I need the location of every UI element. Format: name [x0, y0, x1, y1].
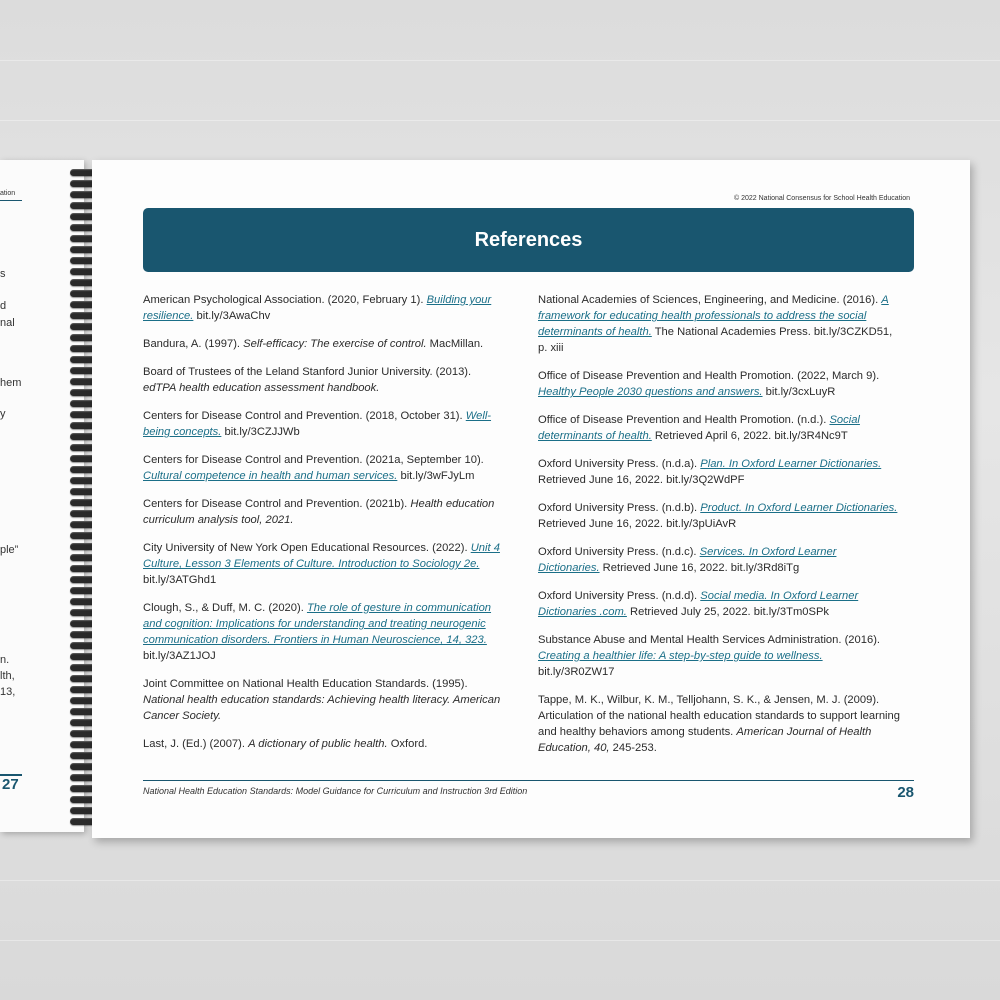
- reference-text: Clough, S., & Duff, M. C. (2020).: [143, 602, 307, 614]
- reference-entry: [538, 500, 900, 532]
- reference-text: Board of Trustees of the Leland Stanford Junior University. (2013).: [143, 366, 472, 378]
- left-text-fragment: ple”: [0, 544, 19, 556]
- reference-entry: [143, 736, 505, 752]
- page-title: References: [474, 228, 583, 251]
- reference-text: bit.ly/3wFJyLm: [397, 470, 475, 482]
- reference-link[interactable]: Cultural competence in health and human services.: [143, 470, 398, 482]
- reference-text: bit.ly/3ATGhd1: [143, 574, 217, 586]
- reference-entry: [143, 496, 505, 528]
- reference-text: Substance Abuse and Mental Health Services Administration. (2016).: [538, 634, 881, 646]
- reference-text: Retrieved June 16, 2022. bit.ly/3Rd8iTg: [599, 562, 800, 574]
- reference-text: Oxford University Press. (n.d.a).: [538, 458, 701, 470]
- reference-link[interactable]: Well-being concepts.: [143, 410, 492, 438]
- left-page-header-fragment: ation: [0, 190, 16, 197]
- reference-entry: [538, 588, 900, 620]
- left-text-fragment: nal: [0, 317, 15, 329]
- copyright-notice: © 2022 National Consensus for School Health Education: [734, 195, 910, 202]
- reference-link[interactable]: Unit 4 Culture, Lesson 3 Elements of Culture. Introduction to Sociology 2e.: [143, 542, 500, 570]
- left-header-rule: [0, 200, 22, 201]
- reference-text: Last, J. (Ed.) (2007).: [143, 738, 249, 750]
- reference-text: Oxford University Press. (n.d.d).: [538, 590, 701, 602]
- reference-link[interactable]: Plan. In Oxford Learner Dictionaries.: [700, 458, 882, 470]
- right-page: [92, 160, 970, 838]
- reference-entry: [538, 368, 900, 400]
- references-column-left: [143, 292, 505, 764]
- reference-entry: [143, 292, 505, 324]
- reference-entry: [538, 692, 900, 756]
- reference-entry: [538, 456, 900, 488]
- left-text-fragment: lth,: [0, 670, 15, 682]
- reference-text: bit.ly/3R0ZW17: [538, 666, 615, 678]
- reference-text: Bandura, A. (1997).: [143, 338, 244, 350]
- reference-link[interactable]: Social determinants of health.: [538, 414, 860, 442]
- reference-link[interactable]: Social media. In Oxford Learner Dictionaries .com.: [538, 590, 859, 618]
- reference-entry: [538, 292, 900, 356]
- footer-title: National Health Education Standards: Model Guidance for Curriculum and Instruction 3rd Edition: [143, 786, 528, 796]
- background-grain: [0, 60, 1000, 61]
- reference-text: 245-253.: [609, 742, 657, 754]
- background-grain: [0, 120, 1000, 121]
- reference-text: Oxford University Press. (n.d.c).: [538, 546, 700, 558]
- reference-text: Tappe, M. K., Wilbur, K. M., Telljohann, S. K., & Jensen, M. J. (2009). Articulation of the national health education standards to support learning and healthy behaviors among students.: [538, 694, 900, 738]
- reference-text: Office of Disease Prevention and Health Promotion. (n.d.).: [538, 414, 830, 426]
- reference-text: National Academies of Sciences, Engineering, and Medicine. (2016).: [538, 294, 882, 306]
- reference-text: Centers for Disease Control and Prevention. (2021b).: [143, 498, 411, 510]
- reference-text: Retrieved April 6, 2022. bit.ly/3R4Nc9T: [651, 430, 848, 442]
- reference-link[interactable]: The role of gesture in communication and cognition: Implications for understanding and treating neurogenic communication disorders. Frontiers in Human Neuroscience, 14, 323.: [143, 602, 492, 646]
- reference-entry: [143, 540, 505, 588]
- reference-entry: [143, 336, 505, 352]
- left-text-fragment: y: [0, 408, 6, 420]
- title-banner: [143, 208, 914, 272]
- left-text-fragment: s: [0, 268, 6, 280]
- reference-text: The National Academies Press. bit.ly/3CZKD51, p. xiii: [538, 326, 893, 354]
- reference-link[interactable]: Building your resilience.: [143, 294, 492, 322]
- reference-entry: [538, 544, 900, 576]
- page-number: 28: [897, 784, 914, 801]
- reference-text: Centers for Disease Control and Prevention. (2018, October 31).: [143, 410, 466, 422]
- references-column-right: [538, 292, 900, 768]
- reference-entry: [538, 412, 900, 444]
- reference-link[interactable]: A framework for educating health professionals to address the social determinants of health.: [538, 294, 889, 338]
- reference-link[interactable]: Product. In Oxford Learner Dictionaries.: [700, 502, 898, 514]
- reference-text: Joint Committee on National Health Education Standards. (1995).: [143, 678, 468, 690]
- reference-link[interactable]: Healthy People 2030 questions and answers.: [538, 386, 763, 398]
- left-text-fragment: d: [0, 300, 7, 312]
- reference-entry: [143, 364, 505, 396]
- reference-text: Oxford.: [387, 738, 428, 750]
- reference-text: Retrieved June 16, 2022. bit.ly/3pUiAvR: [538, 518, 737, 530]
- left-text-fragment: 13,: [0, 686, 16, 698]
- reference-entry: [143, 676, 505, 724]
- reference-text: bit.ly/3AwaChv: [193, 310, 271, 322]
- reference-text: bit.ly/3cxLuyR: [762, 386, 836, 398]
- reference-text: City University of New York Open Educational Resources. (2022).: [143, 542, 471, 554]
- left-text-fragment: n.: [0, 654, 10, 666]
- reference-italic-title: edTPA health education assessment handbook.: [143, 382, 380, 394]
- reference-text: bit.ly/3CZJJWb: [221, 426, 300, 438]
- reference-text: Office of Disease Prevention and Health Promotion. (2022, March 9).: [538, 370, 880, 382]
- reference-entry: [143, 408, 505, 440]
- reference-link[interactable]: Creating a healthier life: A step-by-step guide to wellness.: [538, 650, 823, 662]
- reference-text: Retrieved July 25, 2022. bit.ly/3Tm0SPk: [626, 606, 829, 618]
- reference-text: Retrieved June 16, 2022. bit.ly/3Q2WdPF: [538, 474, 745, 486]
- reference-entry: [143, 600, 505, 664]
- reference-italic-title: A dictionary of public health.: [248, 738, 388, 750]
- reference-italic-title: American Journal of Health Education, 40,: [538, 726, 872, 754]
- reference-text: Centers for Disease Control and Prevention. (2021a, September 10).: [143, 454, 484, 466]
- footer-rule: [143, 780, 914, 781]
- reference-link[interactable]: Services. In Oxford Learner Dictionaries.: [538, 546, 837, 574]
- left-text-fragment: hem: [0, 377, 22, 389]
- reference-text: Oxford University Press. (n.d.b).: [538, 502, 701, 514]
- reference-text: American Psychological Association. (2020, February 1).: [143, 294, 427, 306]
- reference-italic-title: Self-efficacy: The exercise of control.: [243, 338, 427, 350]
- reference-italic-title: Health education curriculum analysis tool, 2021.: [143, 498, 495, 526]
- left-page-number: 27: [2, 776, 19, 793]
- reference-text: MacMillan.: [426, 338, 484, 350]
- background-grain: [0, 940, 1000, 941]
- reference-italic-title: National health education standards: Achieving health literacy. American Cancer Society.: [143, 694, 501, 722]
- reference-entry: [143, 452, 505, 484]
- reference-text: bit.ly/3AZ1JOJ: [143, 650, 216, 662]
- reference-entry: [538, 632, 900, 680]
- background-grain: [0, 880, 1000, 881]
